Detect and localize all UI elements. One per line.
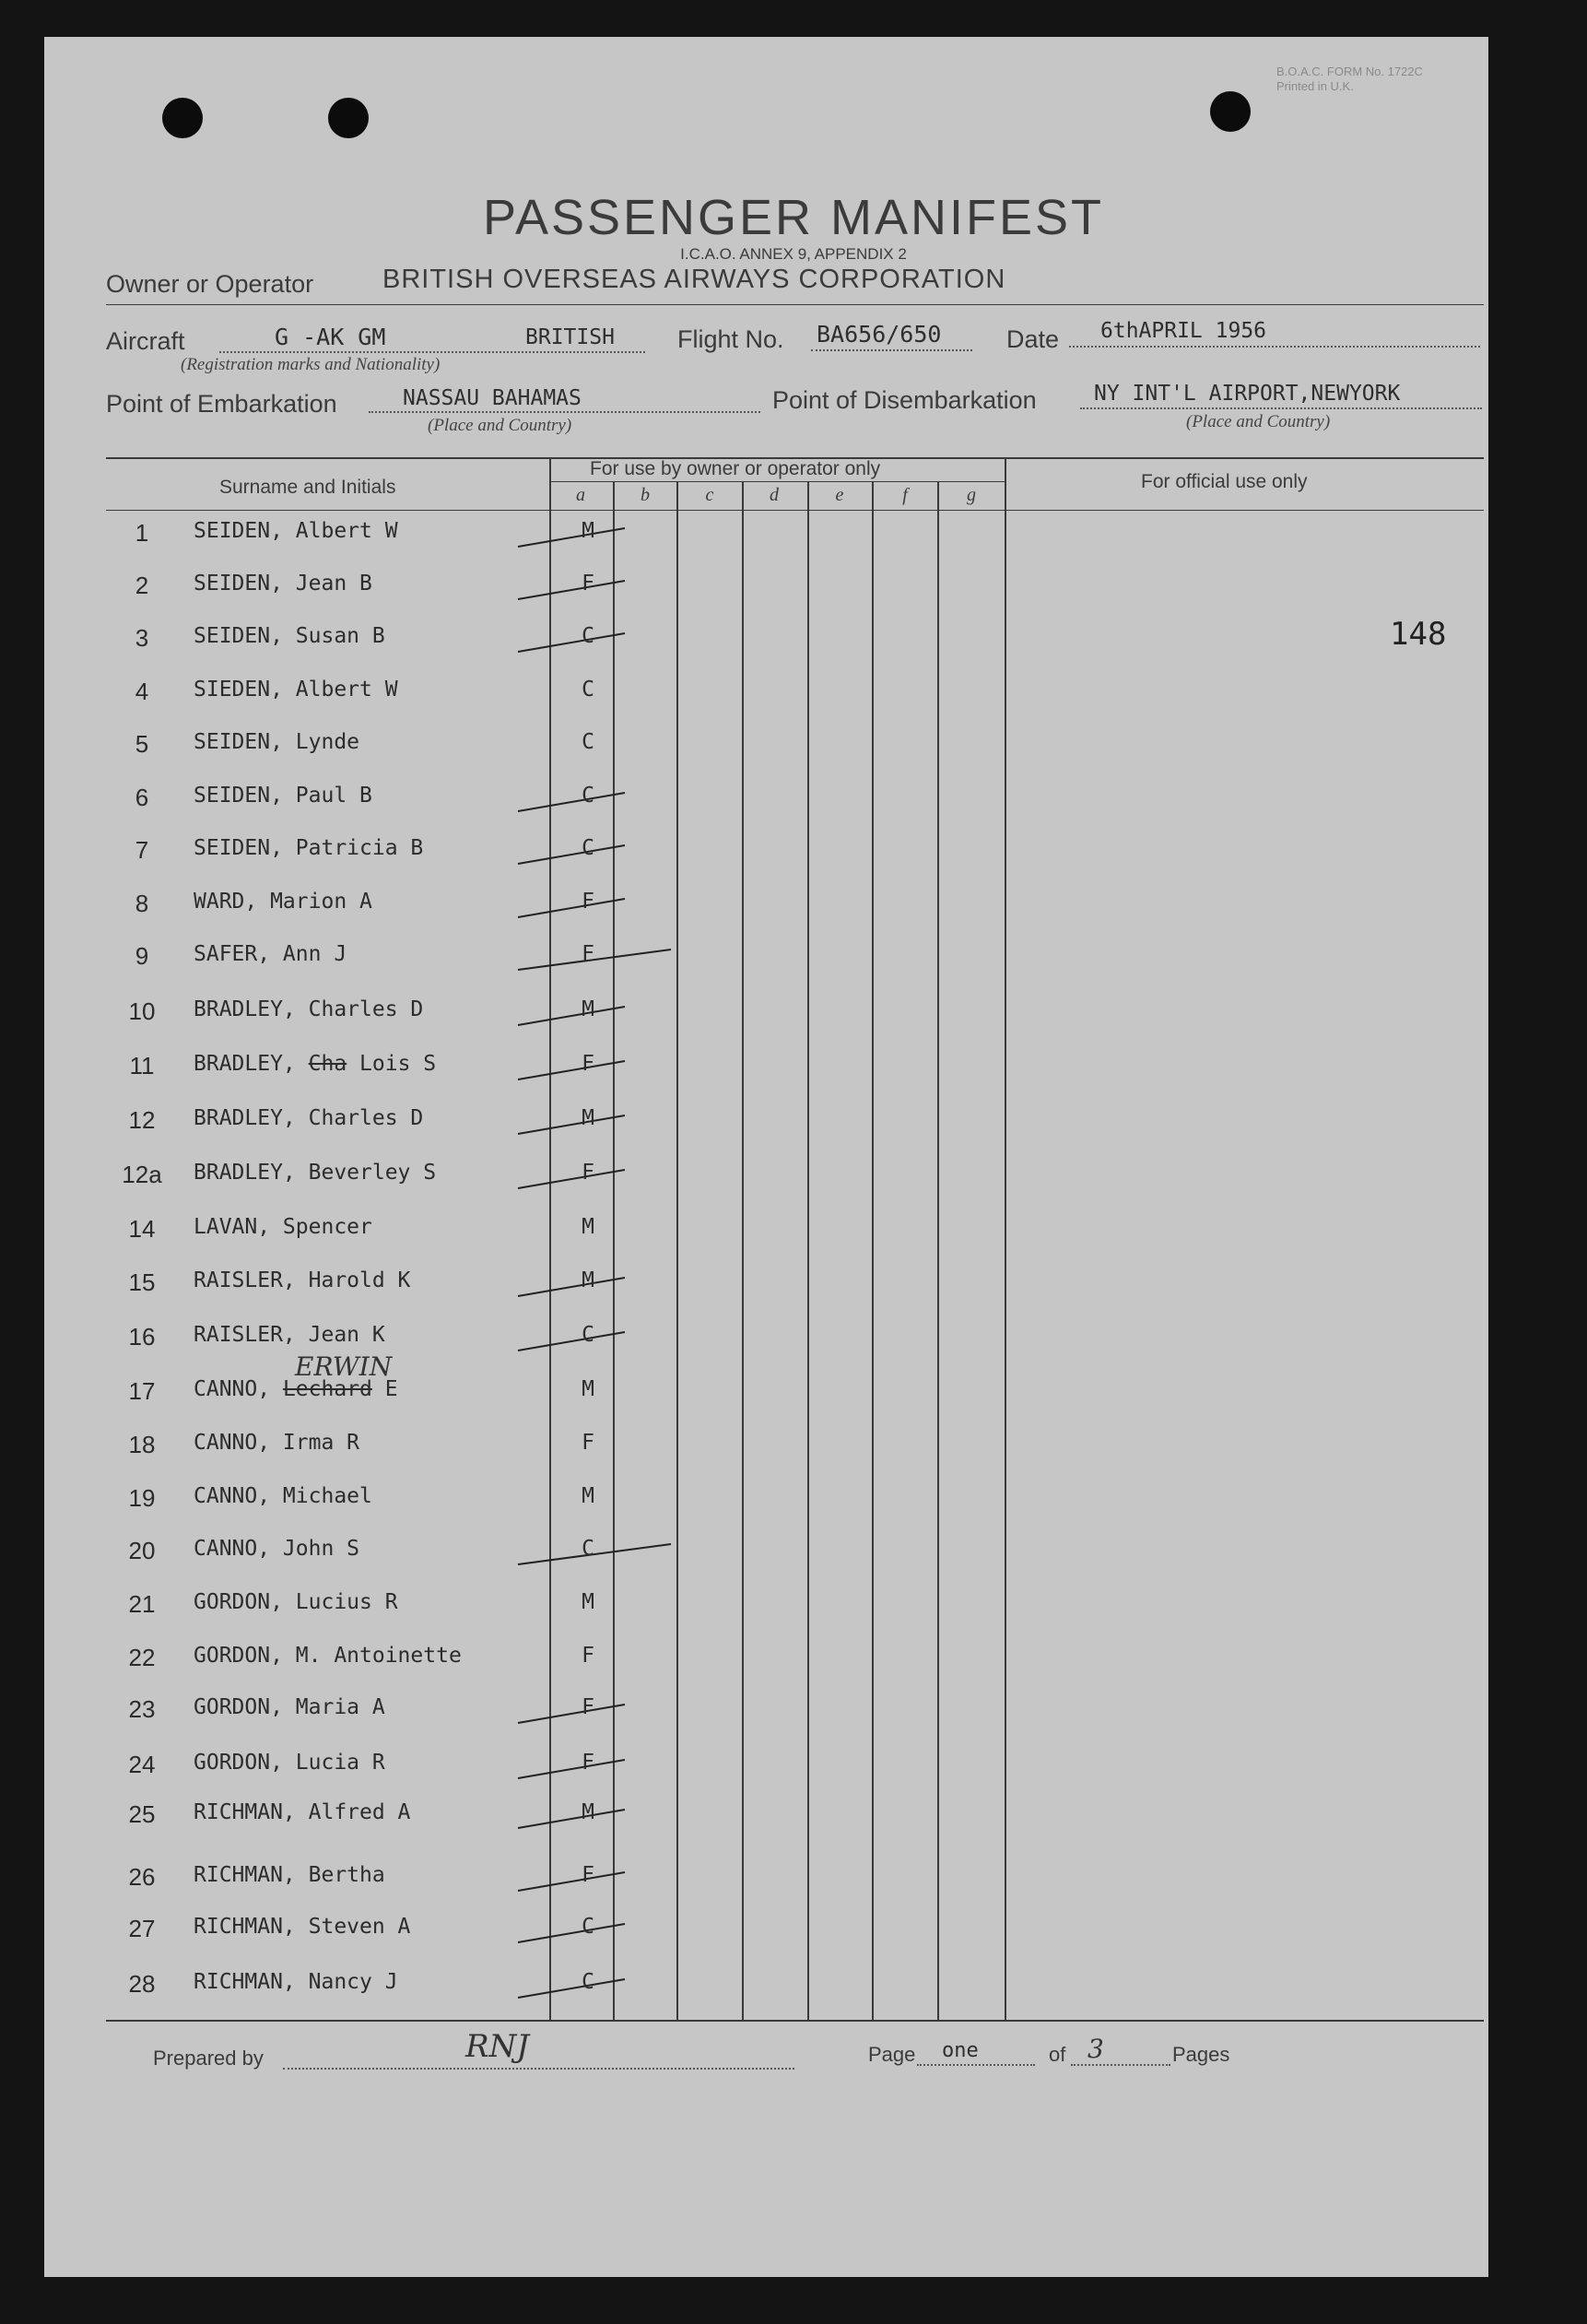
table-row [0,1052,1014,1089]
row-number: 2 [135,572,149,599]
check-mark-icon [516,1976,627,2003]
passenger-code: M [582,1484,594,1508]
table-row [0,1161,1014,1197]
table-row [0,1484,1014,1521]
passenger-name: SEIDEN, Lynde [194,730,360,754]
passenger-code: M [582,1590,594,1614]
table-row [0,730,1014,767]
table-row [0,1800,1014,1837]
check-mark-icon [516,1869,627,1896]
disembarkation-line [1080,407,1482,409]
pages-label: Pages [1172,2043,1230,2066]
passenger-name: RAISLER, Harold K [194,1268,411,1292]
owner-use-column-header: For use by owner or operator only [590,458,881,479]
official-number: 148 [1390,616,1447,653]
row-number: 25 [128,1800,156,1828]
table-row [0,1695,1014,1732]
subcolumn-g: g [967,485,976,505]
passenger-code: F [582,572,594,596]
handwritten-correction: ERWIN [295,1351,393,1382]
row-number: 5 [135,730,149,758]
row-number: 17 [128,1377,156,1405]
passenger-code: F [582,890,594,914]
table-row [0,1537,1014,1574]
passenger-code: M [582,1377,594,1401]
check-mark-icon [516,1166,627,1194]
row-number: 16 [128,1323,156,1351]
row-number: 3 [135,624,149,652]
passenger-code: C [582,836,594,860]
passenger-name: BRADLEY, Charles D [194,1106,424,1130]
passenger-code: C [582,784,594,808]
of-value: 3 [1087,2034,1104,2064]
prepared-by-label: Prepared by [153,2047,264,2070]
embarkation-value: NASSAU BAHAMAS [403,386,582,410]
aircraft-registration: G -AK GM [275,324,386,350]
struck-name: Cha [308,1052,347,1076]
passenger-name: SEIDEN, Susan B [194,624,385,648]
check-mark-icon [516,525,627,552]
table-row [0,1751,1014,1787]
table-row [0,1970,1014,2007]
disembarkation-value: NY INT'L AIRPORT,NEWYORK [1094,382,1401,406]
disembarkation-label: Point of Disembarkation [772,386,1037,414]
flight-line [811,349,972,351]
table-row [0,1268,1014,1305]
passenger-name: SEIDEN, Jean B [194,572,372,596]
passenger-name: RICHMAN, Nancy J [194,1970,398,1994]
check-mark-icon [516,1756,627,1784]
passenger-code: C [582,1323,594,1347]
row-number: 20 [128,1537,156,1564]
table-header-rule [106,510,1484,511]
row-number: 24 [128,1751,156,1778]
passenger-code: C [582,1915,594,1939]
passenger-code: C [582,1970,594,1994]
row-number: 8 [135,890,149,917]
row-number: 18 [128,1431,156,1458]
official-use-column-header: For official use only [1141,471,1308,492]
table-row [0,678,1014,714]
check-mark-icon [516,1920,627,1948]
row-number: 10 [128,997,156,1025]
row-number: 12 [128,1106,156,1134]
passenger-name-surname: CANNO, [194,1377,271,1401]
passenger-name: SEIDEN, Patricia B [194,836,424,860]
passenger-name: RAISLER, Jean K [194,1323,385,1347]
passenger-code: M [582,1215,594,1239]
subcolumn-b: b [641,485,650,505]
check-mark-icon [516,842,627,869]
table-row [0,890,1014,926]
table-row [0,1431,1014,1468]
punch-hole [162,98,203,138]
page-value: one [942,2039,979,2062]
passenger-code: C [582,1537,594,1561]
passenger-name: WARD, Marion A [194,890,372,914]
table-row [0,784,1014,820]
passenger-name: GORDON, Lucia R [194,1751,385,1775]
form-printed-text: Printed in U.K. [1276,79,1354,93]
check-mark-icon [516,1806,627,1834]
table-row [0,1644,1014,1681]
flight-number: BA656/650 [817,321,942,348]
date-line [1069,346,1480,348]
passenger-name: GORDON, M. Antoinette [194,1644,462,1668]
passenger-code: C [582,624,594,648]
passenger-name: GORDON, Maria A [194,1695,385,1719]
check-mark-icon [516,1112,627,1139]
date-label: Date [1006,325,1060,353]
table-row [0,1590,1014,1627]
row-number: 14 [128,1215,156,1243]
table-row [0,1323,1014,1360]
passenger-name: SIEDEN, Albert W [194,678,398,702]
table-row [0,1351,1014,1414]
table-row [0,624,1014,661]
of-label: of [1049,2043,1066,2066]
subcolumn-d: d [770,485,779,505]
passenger-name-given: E [384,1377,398,1401]
row-number: 15 [128,1268,156,1296]
table-row [0,1106,1014,1143]
owner-rule [106,304,1484,305]
passenger-name: CANNO, John S [194,1537,360,1561]
page-subtitle: I.C.A.O. ANNEX 9, APPENDIX 2 [680,245,907,263]
passenger-code: F [582,1052,594,1076]
passenger-code: M [582,997,594,1021]
aircraft-line [219,351,645,353]
passenger-code: F [582,1695,594,1719]
check-mark-icon [516,1274,627,1302]
surname-column-header: Surname and Initials [219,477,396,498]
passenger-name-given: Lois S [359,1052,437,1076]
table-row [0,572,1014,608]
prepared-by-line [283,2068,794,2070]
table-row [0,836,1014,873]
passenger-code: C [582,678,594,702]
row-number: 21 [128,1590,156,1618]
aircraft-nationality: BRITISH [525,325,615,349]
date-value: 6thAPRIL 1956 [1100,319,1267,343]
check-mark-icon [516,1701,627,1728]
passenger-code: F [582,942,594,966]
subcolumn-rule [549,481,1005,482]
row-number: 12a [122,1161,162,1188]
check-mark-icon [516,577,627,605]
check-mark-icon [516,1057,627,1085]
check-mark-icon [516,789,627,817]
of-line [1071,2064,1170,2066]
check-mark-icon [516,1328,627,1356]
row-number: 26 [128,1863,156,1891]
passenger-code: F [582,1751,594,1775]
form-number-text: B.O.A.C. FORM No. 1722C [1276,65,1423,78]
row-number: 28 [128,1970,156,1998]
passenger-code: F [582,1431,594,1455]
table-row [0,1915,1014,1952]
passenger-code: M [582,1800,594,1824]
passenger-name: CANNO, Michael [194,1484,372,1508]
passenger-code: M [582,1268,594,1292]
subcolumn-c: c [705,485,714,505]
check-mark-icon [516,895,627,923]
row-number: 23 [128,1695,156,1723]
disembarkation-caption: (Place and Country) [1186,412,1331,431]
struck-name: Lechard [282,1377,372,1401]
subcolumn-e: e [835,485,844,505]
page-label: Page [868,2043,916,2066]
passenger-name-surname: BRADLEY, [194,1052,296,1076]
subcolumn-a: a [576,485,585,505]
row-number: 19 [128,1484,156,1512]
passenger-name: BRADLEY, Charles D [194,997,424,1021]
embarkation-line [369,411,760,413]
passenger-code: F [582,1863,594,1887]
passenger-code: C [582,730,594,754]
passenger-name: GORDON, Lucius R [194,1590,398,1614]
row-number: 27 [128,1915,156,1942]
page-line [917,2064,1035,2066]
table-bottom-rule [106,2020,1484,2022]
punch-hole [1210,91,1251,132]
passenger-name [194,1052,436,1076]
table-row [0,519,1014,556]
punch-hole [328,98,369,138]
check-mark-icon [516,630,627,657]
passenger-code: M [582,519,594,543]
table-row [0,1863,1014,1900]
passenger-code: M [582,1106,594,1130]
row-number: 7 [135,836,149,864]
row-number: 4 [135,678,149,705]
passenger-name: RICHMAN, Alfred A [194,1800,411,1824]
table-row [0,942,1014,979]
flight-label: Flight No. [677,325,784,353]
passenger-code: F [582,1161,594,1185]
aircraft-caption: (Registration marks and Nationality) [181,355,441,374]
owner-value: BRITISH OVERSEAS AIRWAYS CORPORATION [382,265,1006,294]
embarkation-label: Point of Embarkation [106,390,337,418]
passenger-name: SEIDEN, Albert W [194,519,398,543]
page-title: PASSENGER MANIFEST [482,190,1105,245]
check-mark-icon [516,1003,627,1031]
passenger-name: RICHMAN, Bertha [194,1863,385,1887]
passenger-name: BRADLEY, Beverley S [194,1161,437,1185]
passenger-name: CANNO, Irma R [194,1431,360,1455]
passenger-name: RICHMAN, Steven A [194,1915,411,1939]
embarkation-caption: (Place and Country) [428,416,572,435]
subcolumn-f: f [902,485,908,505]
owner-label: Owner or Operator [106,270,314,298]
form-number [1276,65,1488,94]
passenger-name: SAFER, Ann J [194,942,347,966]
row-number: 9 [135,942,149,970]
row-number: 1 [135,519,149,547]
row-number: 22 [128,1644,156,1671]
passenger-name: LAVAN, Spencer [194,1215,372,1239]
table-row [0,997,1014,1034]
table-row [0,1215,1014,1252]
passenger-code: F [582,1644,594,1668]
passenger-name: SEIDEN, Paul B [194,784,372,808]
row-number: 6 [135,784,149,811]
row-number: 11 [129,1052,155,1079]
aircraft-label: Aircraft [106,327,185,355]
prepared-by-signature: RNJ [465,2028,529,2065]
